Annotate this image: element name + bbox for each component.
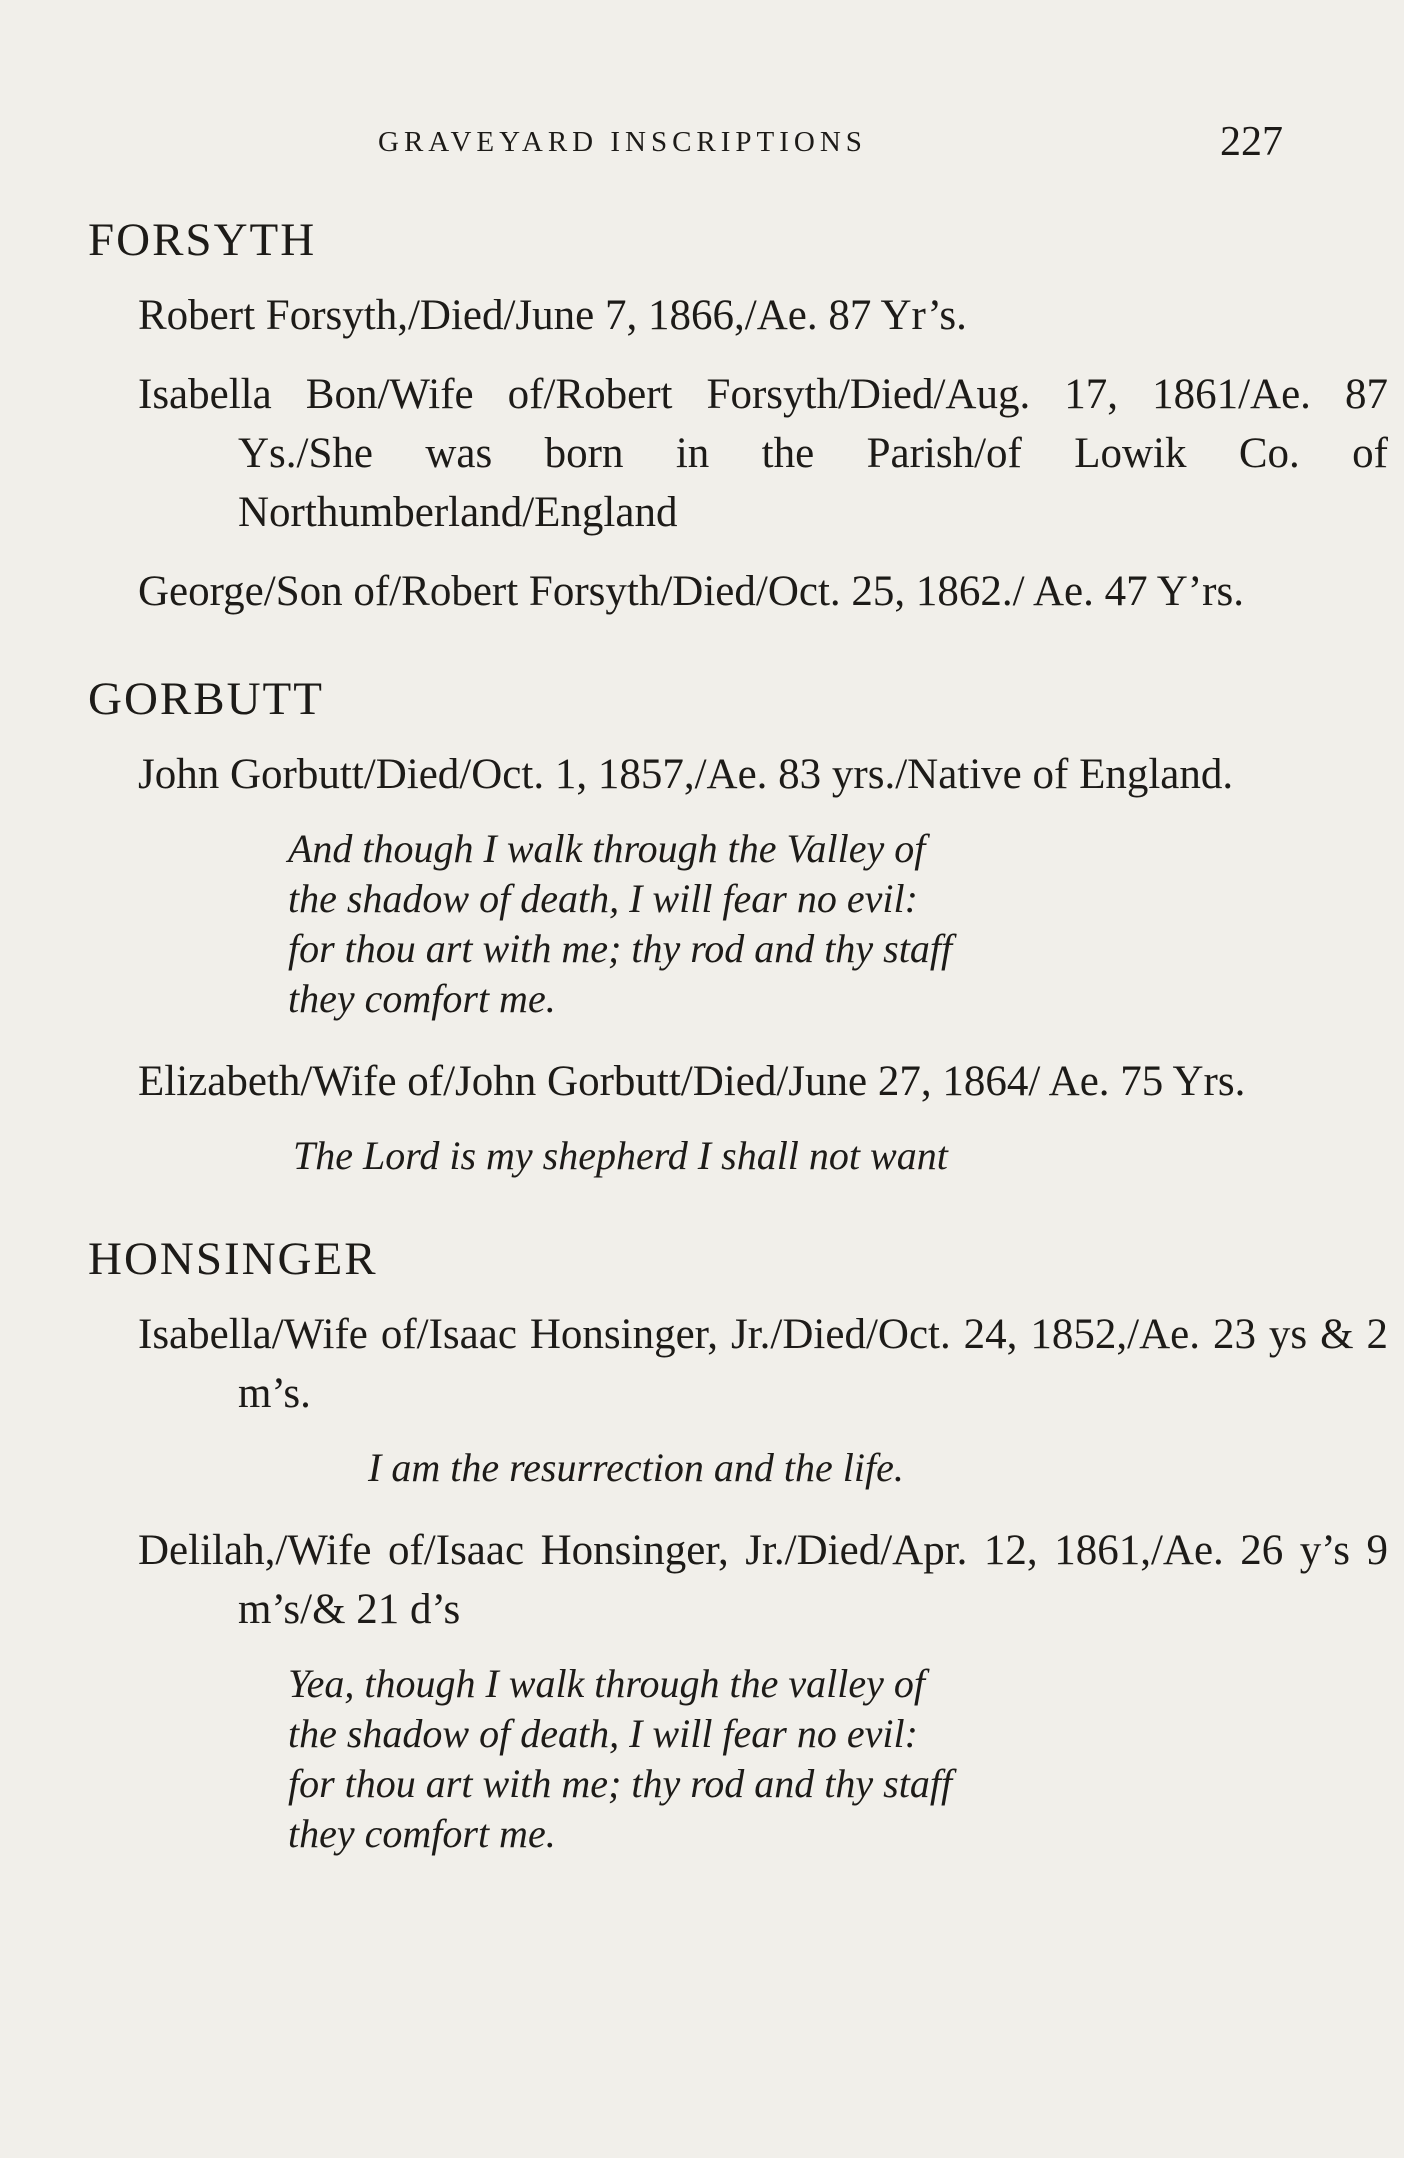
section-gorbutt bbox=[88, 671, 1288, 1181]
section-forsyth bbox=[88, 212, 1388, 621]
inscription-entry: Delilah,/Wife of/Isaac Honsinger, Jr./Died/Apr. 12, 1861,/Ae. 26 y’s 9 m’s/& 21 d’s bbox=[138, 1527, 1388, 1633]
epitaph-verse: The Lord is my shepherd I shall not want bbox=[293, 1133, 948, 1178]
epitaph-verse: Yea, though I walk through the valley of the shadow of death, I will fear no evil: for thou art with me; thy rod and thy staff they comfort me. bbox=[288, 1661, 953, 1856]
inscription-entry: John Gorbutt/Died/Oct. 1, 1857,/Ae. 83 yrs./Native of England. bbox=[138, 751, 1234, 798]
epitaph-verse: And though I walk through the Valley of the shadow of death, I will fear no evil: for thou art with me; thy rod and thy staff they comfort me. bbox=[288, 826, 953, 1021]
page-number: 227 bbox=[1220, 119, 1283, 165]
epitaph-verse: I am the resurrection and the life. bbox=[368, 1445, 904, 1490]
surname-heading: FORSYTH bbox=[88, 214, 317, 266]
surname-heading: GORBUTT bbox=[88, 673, 324, 725]
inscription-entry: Isabella Bon/Wife of/Robert Forsyth/Died/Aug. 17, 1861/Ae. 87 Ys./She was born in the Parish/of Lowik Co. of Northumberland/England bbox=[138, 371, 1388, 536]
inscriptions-content bbox=[88, 212, 1388, 1909]
running-title: GRAVEYARD INSCRIPTIONS bbox=[378, 126, 867, 158]
inscription-entry: Robert Forsyth,/Died/June 7, 1866,/Ae. 87 Yr’s. bbox=[138, 292, 967, 339]
inscription-entry: Elizabeth/Wife of/John Gorbutt/Died/June 27, 1864/ Ae. 75 Yrs. bbox=[138, 1058, 1246, 1105]
inscription-entry: George/Son of/Robert Forsyth/Died/Oct. 25, 1862./ Ae. 47 Y’rs. bbox=[138, 568, 1244, 615]
surname-heading: HONSINGER bbox=[88, 1233, 378, 1285]
section-honsinger bbox=[88, 1231, 1388, 1859]
inscription-entry: Isabella/Wife of/Isaac Honsinger, Jr./Died/Oct. 24, 1852,/Ae. 23 ys & 2 m’s. bbox=[138, 1311, 1388, 1417]
